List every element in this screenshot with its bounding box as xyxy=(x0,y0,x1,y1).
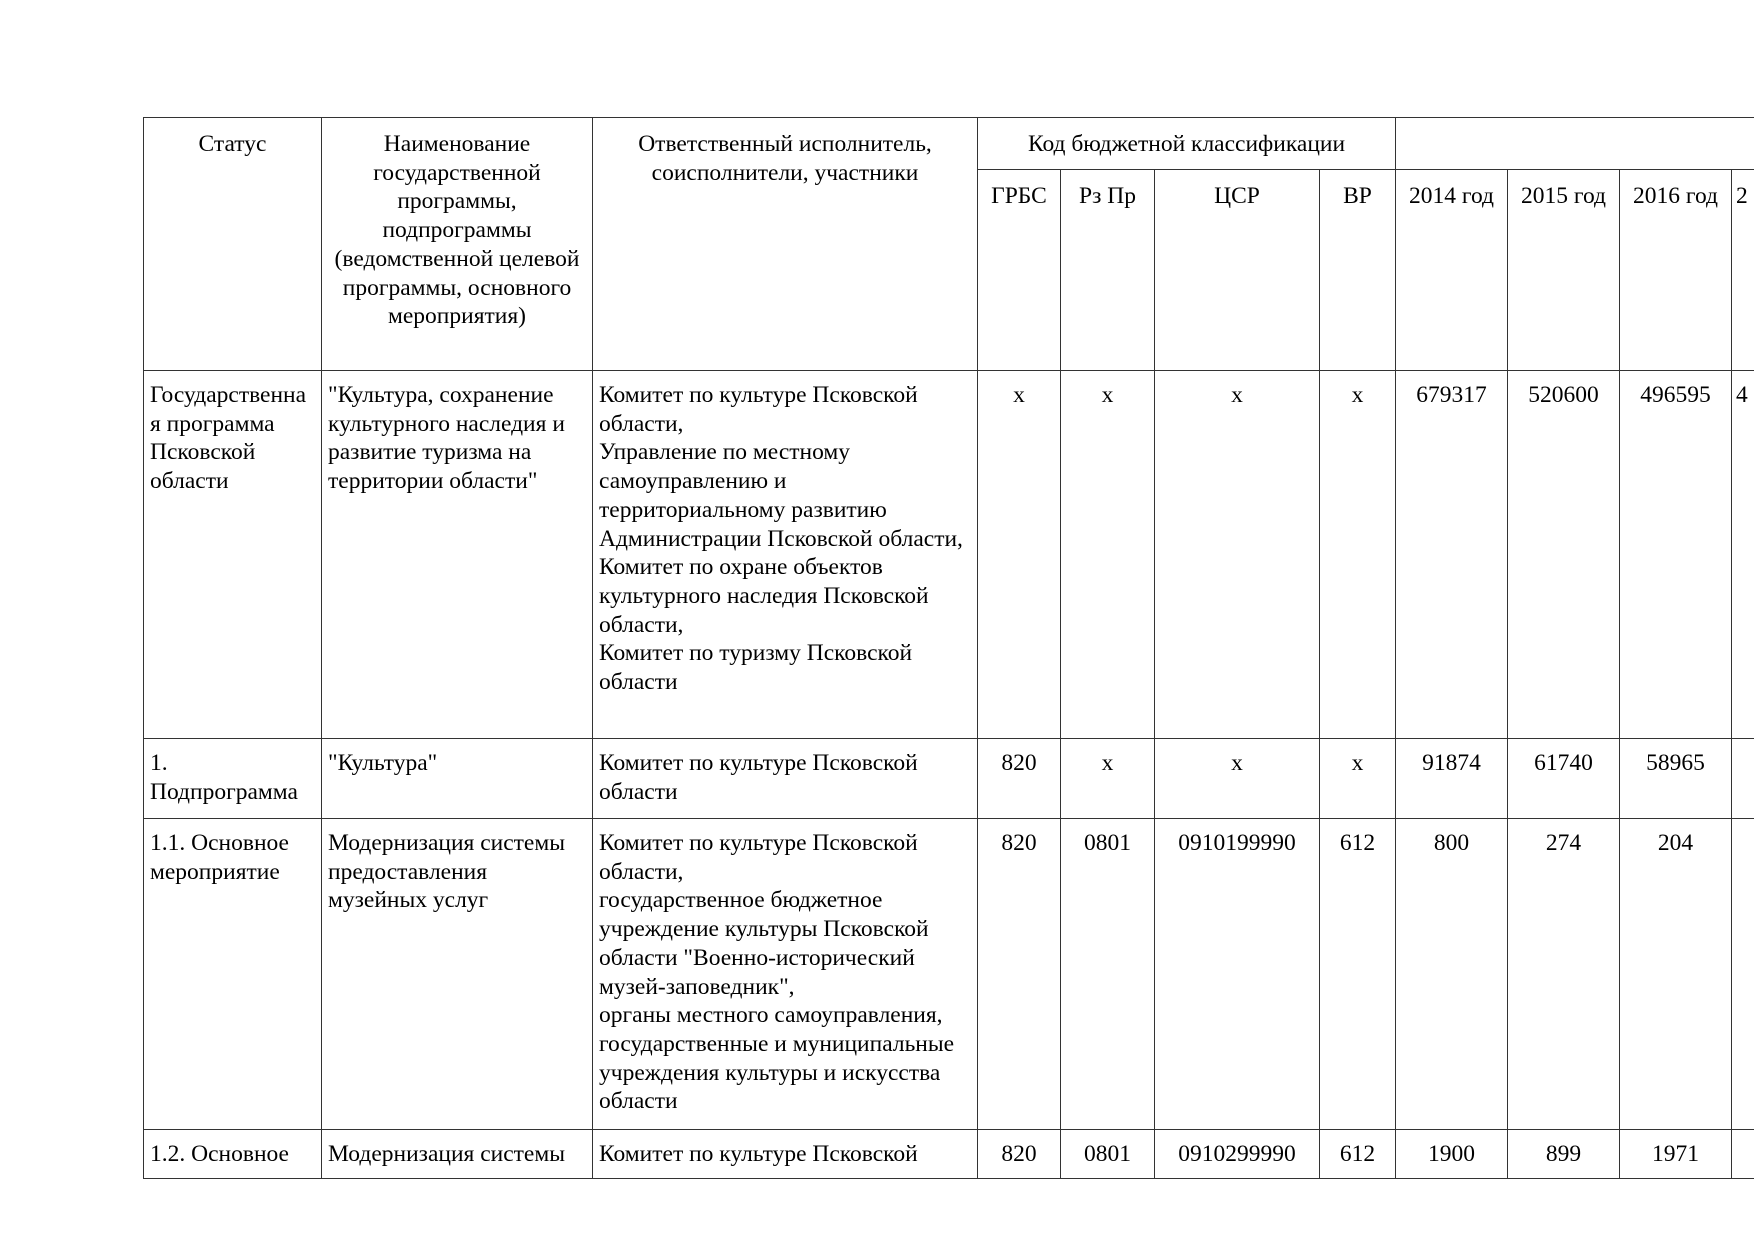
value-cell: 4 xyxy=(1732,371,1754,739)
name-cell: Модернизация системы предоставления музейных услуг xyxy=(322,819,593,1130)
csr-cell: х xyxy=(1155,739,1320,819)
value-cell: 679317 xyxy=(1396,371,1508,739)
value-cell xyxy=(1732,819,1754,1130)
vr-cell: х xyxy=(1320,739,1396,819)
table-row xyxy=(144,819,1754,1130)
vr-cell: 612 xyxy=(1320,819,1396,1130)
name-cell: "Культура" xyxy=(322,739,593,819)
value-cell xyxy=(1732,739,1754,819)
value-cell: 61740 xyxy=(1508,739,1620,819)
header-name: Наименование государственной программы, подпрограммы (ведомственной целевой программы, основного мероприятия) xyxy=(322,118,593,371)
header-csr: ЦСР xyxy=(1155,170,1320,371)
value-cell: 520600 xyxy=(1508,371,1620,739)
grbs-cell: 820 xyxy=(978,739,1061,819)
csr-cell: 0910299990 xyxy=(1155,1130,1320,1179)
header-year: 2014 год xyxy=(1396,170,1508,371)
csr-cell: х xyxy=(1155,371,1320,739)
header-row xyxy=(144,118,1754,170)
table-row xyxy=(144,371,1754,739)
status-cell: 1.2. Основное xyxy=(144,1130,322,1179)
executor-cell: Комитет по культуре Псковской области xyxy=(593,739,978,819)
name-cell: "Культура, сохранение культурного наследия и развитие туризма на территории области" xyxy=(322,371,593,739)
status-cell: 1. Подпрограмма xyxy=(144,739,322,819)
header-executor: Ответственный исполнитель, соисполнители, участники xyxy=(593,118,978,371)
grbs-cell: 820 xyxy=(978,819,1061,1130)
value-cell: 899 xyxy=(1508,1130,1620,1179)
value-cell: 800 xyxy=(1396,819,1508,1130)
value-cell: 58965 xyxy=(1620,739,1732,819)
csr-cell: 0910199990 xyxy=(1155,819,1320,1130)
value-cell xyxy=(1732,1130,1754,1179)
rzpr-cell: х xyxy=(1061,371,1155,739)
header-rzpr: Рз Пр xyxy=(1061,170,1155,371)
name-cell: Модернизация системы xyxy=(322,1130,593,1179)
header-year: 2016 год xyxy=(1620,170,1732,371)
value-cell: 91874 xyxy=(1396,739,1508,819)
header-years-group xyxy=(1396,118,1754,170)
value-cell: 274 xyxy=(1508,819,1620,1130)
executor-cell: Комитет по культуре Псковской области, государственное бюджетное учреждение культуры Псковской области "Военно-исторический музей-заповедник", органы местного самоуправления, государственные и муниципальные учреждения культуры и искусства области xyxy=(593,819,978,1130)
vr-cell: 612 xyxy=(1320,1130,1396,1179)
table-row xyxy=(144,739,1754,819)
header-status: Статус xyxy=(144,118,322,371)
value-cell: 1900 xyxy=(1396,1130,1508,1179)
grbs-cell: х xyxy=(978,371,1061,739)
value-cell: 496595 xyxy=(1620,371,1732,739)
grbs-cell: 820 xyxy=(978,1130,1061,1179)
executor-cell: Комитет по культуре Псковской xyxy=(593,1130,978,1179)
value-cell: 1971 xyxy=(1620,1130,1732,1179)
table-row xyxy=(144,1130,1754,1179)
header-year: 2 xyxy=(1732,170,1754,371)
budget-table xyxy=(143,117,1754,1179)
value-cell: 204 xyxy=(1620,819,1732,1130)
status-cell: Государственная программа Псковской области xyxy=(144,371,322,739)
rzpr-cell: 0801 xyxy=(1061,819,1155,1130)
header-grbs: ГРБС xyxy=(978,170,1061,371)
rzpr-cell: 0801 xyxy=(1061,1130,1155,1179)
header-budget-code: Код бюджетной классификации xyxy=(978,118,1396,170)
vr-cell: х xyxy=(1320,371,1396,739)
rzpr-cell: х xyxy=(1061,739,1155,819)
header-year: 2015 год xyxy=(1508,170,1620,371)
header-vr: ВР xyxy=(1320,170,1396,371)
status-cell: 1.1. Основное мероприятие xyxy=(144,819,322,1130)
executor-cell: Комитет по культуре Псковской области, Управление по местному самоуправлению и территориальному развитию Администрации Псковской области, Комитет по охране объектов культурного наследия Псковской области, Комитет по туризму Псковской области xyxy=(593,371,978,739)
